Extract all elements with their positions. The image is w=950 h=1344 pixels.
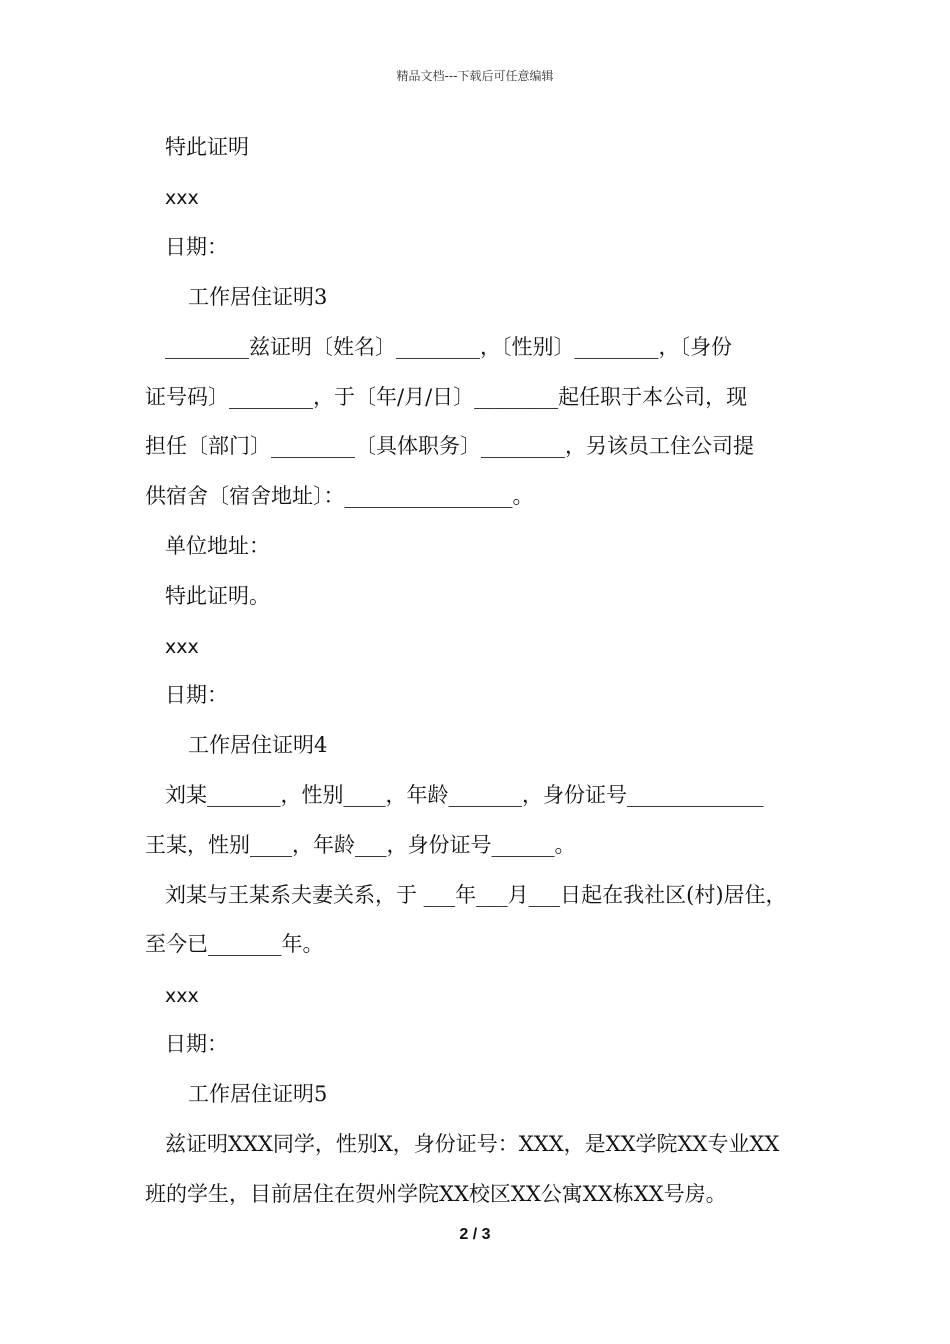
signature-placeholder: xxx: [165, 187, 199, 209]
body-line: 班的学生，目前居住在贺州学院XX校区XX公寓XX栋XX号房。: [145, 1182, 727, 1206]
signature-placeholder: xxx: [165, 985, 199, 1007]
signature-placeholder: xxx: [165, 636, 199, 658]
body-line: 兹证明XXX同学，性别X，身份证号：XXX，是XX学院XX专业XX: [165, 1132, 780, 1156]
body-line: 刘某与王某系夫妻关系，于 ___年___月___日起在我社区(村)居住，: [165, 883, 787, 907]
page-header: 精品文档---下载后可任意编辑: [396, 69, 554, 83]
body-line: 担任〔部门〕________〔具体职务〕________，另该员工住公司提: [145, 434, 754, 458]
date-label: 日期：: [165, 683, 228, 707]
section-title-3: 工作居住证明3: [188, 285, 328, 309]
body-line: 至今已_______年。: [145, 932, 324, 956]
section-title-4: 工作居住证明4: [188, 733, 328, 757]
date-label: 日期：: [165, 235, 228, 259]
body-line: ________兹证明〔姓名〕________，〔性别〕________，〔身份: [165, 335, 732, 359]
date-label: 日期：: [165, 1032, 228, 1056]
address-label: 单位地址：: [165, 534, 270, 558]
body-line: 王某，性别____，年龄___，身份证号______。: [145, 833, 576, 857]
closing-line: 特此证明: [165, 135, 249, 159]
closing-line: 特此证明。: [165, 584, 270, 608]
section-title-5: 工作居住证明5: [188, 1082, 328, 1106]
body-line: 证号码〕________，于〔年/月/日〕________起任职于本公司，现: [145, 385, 748, 409]
page-number: 2 / 3: [459, 1226, 491, 1243]
body-line: 供宿舍〔宿舍地址〕：________________。: [145, 484, 534, 508]
body-line: 刘某_______，性别____，年龄_______，身份证号_____________: [165, 783, 764, 807]
